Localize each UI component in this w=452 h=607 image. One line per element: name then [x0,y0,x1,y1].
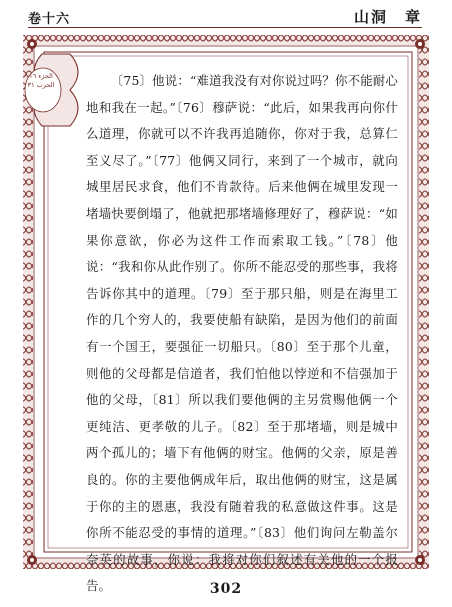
medallion-line-1: الجزء ١٦ [29,72,53,80]
surah-title: 山洞 章 [353,8,422,26]
body-paragraph: 〔75〕他说：“难道我没有对你说过吗？你不能耐心地和我在一起。”〔76〕穆萨说：“此后，如果我再向你什么道理，你就可以不许我再追随你，你对于我，总算仁至义尽了。”〔77〕他俩又同行，来到了一个城市，就向城里居民求食，他们不肯款待。后来他俩在城里发现一堵墙快要倒塌了，他就把那堵墙修理好了，穆萨说：“如果你意欲，你必为这件工作而索取工钱。”〔78〕他说：“我和你从此作别了。你所不能忍受的那些事，我将告诉你其中的道理。〔79〕至于那只船，则是在海里工作的几个穷人的，我要使船有缺陷，是因为他们的前面有一个国王，要强征一切船只。〔80〕至于那个儿童，则他的父母都是信道者，我们怕他以悖逆和不信强加于他的父母，〔81〕所以我们要他俩的主另赏赐他俩一个更纯洁、更孝敬的儿子。〔82〕至于那堵墙，则是城中两个孤儿的；墙下有他俩的财宝。他俩的父亲，原是善良的。你的主要他俩成年后，取出他俩的财宝，这是属于你的主的恩惠，我没有随着我的私意做这件事。这是你所不能忍受的事情的道理。”〔83〕他们询问左勒盖尔奈英的故事，你说：我将对你们叙述有关他的一个报告。 [86,73,398,594]
chapter-header-label: 卷十六 [28,12,71,27]
juz-medallion [19,72,63,90]
medallion-line-2: الحزب ٣١ [27,81,55,89]
page-number: 302 [209,581,243,597]
header-rule [28,27,422,28]
